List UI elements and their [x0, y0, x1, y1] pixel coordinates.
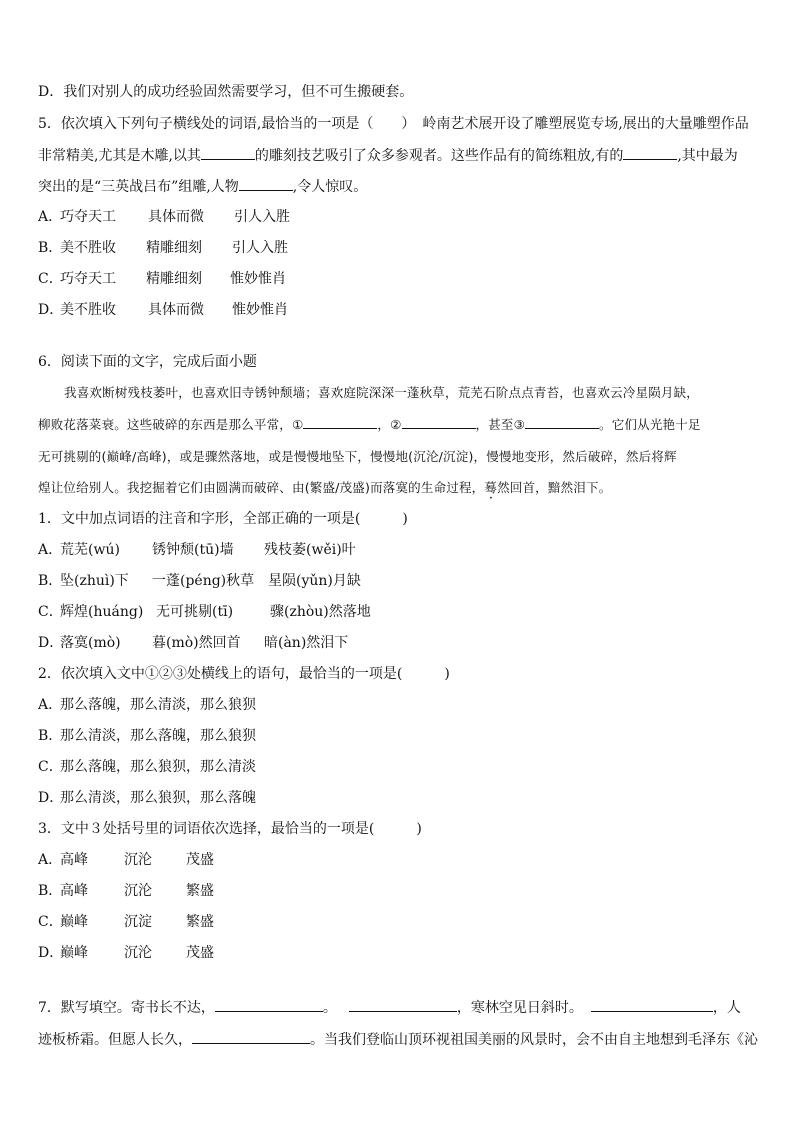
option-text: 那么落魄，那么清淡，那么狼狈	[60, 697, 256, 713]
option-word: 残枝萎(wěi)叶	[264, 542, 356, 558]
option-word: 辉煌(huáng)	[60, 604, 144, 620]
q5-text: 突出的是“三英战吕布”组雕,人物	[38, 179, 239, 195]
option-word: 无可挑剔(tī)	[156, 604, 234, 620]
q7-text: ，寒林空见日斜时。	[456, 1000, 583, 1016]
q7-text: ，人	[712, 1000, 741, 1016]
option-key: C．	[38, 759, 63, 775]
option-word: 茂盛	[186, 852, 214, 868]
passage-text: 。它们从光艳十足	[599, 417, 701, 432]
option-word: 巅峰	[60, 914, 88, 930]
fill-blank	[239, 176, 293, 191]
passage-text: 柳败花落菜衰。这些破碎的东西是那么平常，①	[38, 417, 304, 432]
q5-stem-line1: 5．依次填入下列句子横线处的词语,最恰当的一项是（ ） 岭南艺术展开设了雕塑展览专场,展出的大量雕塑作品	[38, 116, 749, 132]
option-word: 繁盛	[186, 883, 214, 899]
option-key: C．	[38, 914, 63, 930]
option-word: 美不胜收	[60, 302, 116, 318]
passage-line4	[38, 478, 762, 502]
option-key: A．	[38, 542, 63, 558]
q6-sub1-title: 1．文中加点词语的注音和字形，全部正确的一项是( )	[38, 511, 408, 527]
option-key: A．	[38, 697, 63, 713]
q7-line1	[38, 997, 764, 1018]
option-word: 巧夺天工	[60, 209, 116, 225]
q6-sub3-option-d[interactable]	[38, 943, 764, 963]
option-word: 高峰	[60, 852, 88, 868]
option-text: 那么清淡，那么狼狈，那么落魄	[60, 790, 256, 806]
passage-text: 煌让位给别人。我挖掘着它们由圆满而破碎、由(繁盛/茂盛)而落寞的生命过程，	[38, 480, 485, 495]
option-key: A．	[38, 209, 63, 225]
option-key: B．	[38, 728, 63, 744]
q6-sub1-option-d[interactable]	[38, 633, 764, 653]
option-key: C．	[38, 271, 63, 287]
option-word: 巅峰	[60, 945, 88, 961]
option-word: 骤(zhòu)然落地	[270, 604, 371, 620]
option-key: B．	[38, 573, 63, 589]
option-word: 沉沦	[124, 852, 152, 868]
option-word: 落寞(mò)	[60, 635, 121, 651]
q5-text: ,令人惊叹。	[292, 179, 368, 195]
q6-sub3-title: 3．文中３处括号里的词语依次选择，最恰当的一项是( )	[38, 821, 422, 837]
q7-text: 迹板桥霜。但愿人长久，	[38, 1032, 192, 1048]
option-word: 荒芜(wú)	[60, 542, 120, 558]
fill-blank	[349, 997, 457, 1012]
option-word: 茂盛	[186, 945, 214, 961]
option-word: 引人入胜	[234, 209, 290, 225]
passage-line2	[38, 414, 762, 435]
passage-text: 然回首，黯然泪下。	[497, 480, 612, 495]
q6-sub1-option-a[interactable]	[38, 540, 764, 560]
fill-blank	[623, 145, 677, 160]
option-word: 精雕细刻	[146, 271, 202, 287]
option-word: 精雕细刻	[146, 240, 202, 256]
option-word: 沉沦	[124, 945, 152, 961]
q5-option-a[interactable]	[38, 207, 764, 227]
passage-text: ，②	[377, 417, 402, 432]
q6-sub1-option-c[interactable]	[38, 602, 764, 622]
option-word: 具体而微	[148, 302, 204, 318]
q6-sub2-option-b[interactable]	[38, 726, 764, 746]
option-word: 引人入胜	[232, 240, 288, 256]
q6-sub2-option-a[interactable]	[38, 695, 764, 715]
option-word: 一蓬(péng)秋草	[152, 573, 255, 589]
q5-option-b[interactable]	[38, 238, 764, 258]
option-text: 那么清淡，那么落魄，那么狼狈	[60, 728, 256, 744]
q6-title: 6．阅读下面的文字，完成后面小题	[38, 354, 257, 370]
fill-blank	[201, 145, 255, 160]
option-key: B．	[38, 240, 63, 256]
fill-blank	[192, 1029, 310, 1044]
passage-line3: 无可挑剔的(巅峰/高峰)，或是骤然落地，或是慢慢地坠下，慢慢地(沉沦/沉淀)，慢慢地变形，然后破碎，然后将辉	[38, 449, 677, 464]
option-word: 星陨(yǔn)月缺	[268, 573, 361, 589]
q5-text: ,其中最为	[677, 148, 738, 164]
q5-option-c[interactable]	[38, 269, 764, 289]
q5-text: 的雕刻技艺吸引了众多参观者。这些作品有的简练粗放,有的	[254, 148, 624, 164]
passage-line1: 我喜欢断树残枝萎叶，也喜欢旧寺锈钟颓墙；喜欢庭院深深一蓬秋草，荒芜石阶点点青苔，也喜欢云冷星陨月缺，	[64, 385, 700, 400]
option-key: D．	[38, 945, 64, 961]
q5-stem-line2	[38, 145, 764, 166]
option-key: B．	[38, 883, 63, 899]
option-text: 那么落魄，那么狼狈，那么清淡	[60, 759, 256, 775]
option-word: 惟妙惟肖	[230, 271, 286, 287]
option-word: 繁盛	[186, 914, 214, 930]
option-word: 惟妙惟肖	[232, 302, 288, 318]
fill-blank	[215, 997, 323, 1012]
fill-blank	[525, 414, 599, 429]
option-word: 锈钟颓(tū)墙	[152, 542, 234, 558]
q6-sub2-option-c[interactable]	[38, 757, 764, 777]
option-word: 暮(mò)然回首	[152, 635, 241, 651]
option-word: 巧夺天工	[60, 271, 116, 287]
q6-sub3-option-c[interactable]	[38, 912, 764, 932]
q6-sub2-option-d[interactable]	[38, 788, 764, 808]
option-key: D．	[38, 635, 64, 651]
fill-blank	[303, 414, 377, 429]
option-word: 沉淀	[124, 914, 152, 930]
q4-option-d: D．我们对别人的成功经验固然需要学习，但不可生搬硬套。	[38, 84, 414, 100]
q5-text: 非常精美,尤其是木雕,以其	[38, 148, 201, 164]
option-word: 高峰	[60, 883, 88, 899]
q6-sub1-option-b[interactable]	[38, 571, 764, 591]
fill-blank	[402, 414, 476, 429]
q7-text: 。	[322, 1000, 337, 1016]
q5-stem-line3	[38, 176, 764, 197]
option-word: 暗(àn)然泪下	[264, 635, 349, 651]
emphasized-char: 蓦	[484, 480, 498, 495]
q7-text: 。当我们登临山顶环视祖国美丽的风景时，会不由自主地想到毛泽东《沁	[310, 1032, 758, 1048]
option-word: 具体而微	[148, 209, 204, 225]
q5-option-d[interactable]	[38, 300, 764, 320]
option-key: A．	[38, 852, 63, 868]
fill-blank	[591, 997, 713, 1012]
q7-line2	[38, 1029, 764, 1050]
q6-sub3-option-b[interactable]	[38, 881, 764, 901]
option-key: D．	[38, 790, 64, 806]
q6-sub2-title: 2．依次填入文中①②③处横线上的语句，最恰当的一项是( )	[38, 666, 450, 682]
option-key: D．	[38, 302, 64, 318]
passage-text: ，甚至③	[475, 417, 526, 432]
q7-text: 7．默写填空。寄书长不达，	[38, 1000, 215, 1016]
option-word: 沉沦	[124, 883, 152, 899]
q6-sub3-option-a[interactable]	[38, 850, 764, 870]
option-key: C．	[38, 604, 63, 620]
option-word: 坠(zhuì)下	[60, 573, 129, 589]
option-word: 美不胜收	[60, 240, 116, 256]
